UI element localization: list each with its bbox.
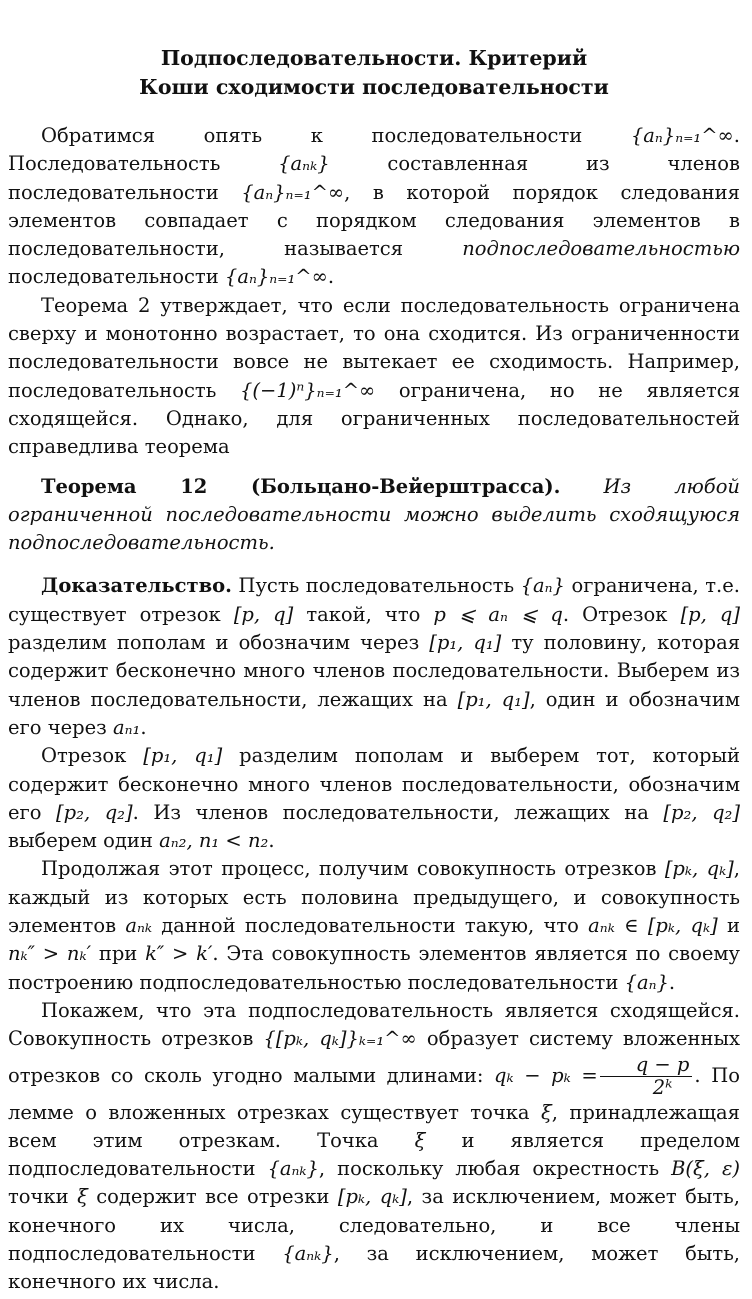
- math-ank: {aₙₖ}: [278, 152, 330, 176]
- section-title: [8, 44, 740, 102]
- math-seq: {aₙ}ₙ₌₁^∞: [224, 265, 328, 289]
- paragraph-subsequence-definition: Обратимся опять к последовательности {aₙ}ₙ₌₁^∞. Последовательность {aₙₖ} составленная из членов последовательности {aₙ}ₙ₌₁^∞, в которой порядок следования элементов совпадает с порядком следования элементов в последовательности, называется подпоследовательностью последовательности {aₙ}ₙ₌₁^∞.: [8, 124, 740, 289]
- math-neg1-seq: {(−1)ⁿ}ₙ₌₁^∞: [240, 378, 376, 402]
- proof-label: Доказательство.: [41, 574, 232, 598]
- theorem-label: Теорема 12 (Больцано-Вейерштрасса).: [41, 474, 561, 498]
- title-line-1: Подпоследовательности. Критерий: [160, 46, 588, 70]
- math-seq: {aₙ}ₙ₌₁^∞: [630, 124, 734, 147]
- math-seq: {aₙ}ₙ₌₁^∞: [241, 180, 345, 204]
- proof-paragraph: Доказательство. Пусть последовательность {aₙ} ограничена, т.е. существует отрезок [p, q] такой, что p ⩽ aₙ ⩽ q. Отрезок [p, q] разделим пополам и обозначим через [p₁, q₁] ту половину, которая содержит бесконечно много членов последовательности. Выберем из членов последовательности, лежащих на [p₁, q₁], один и обозначим его через aₙ₁.: [8, 574, 741, 739]
- paragraph-theorem2-remark: Теорема 2 утверждает, что если последовательность ограничена сверху и монотонно возрастает, то она сходится. Из ограниченности последовательности вовсе не вытекает ее сходимость. Например, последовательность {(−1)ⁿ}ₙ₌₁^∞ ограничена, но не является сходящейся. Однако, для ограниченных последовательностей справедлива теорема: [8, 293, 741, 459]
- title-line-2: Коши сходимости последовательности: [139, 75, 609, 99]
- term-subsequence: подпоследовательностью: [462, 237, 740, 261]
- theorem-statement: Из любой ограниченной последовательности можно выделить сходящуюся подпоследовательность.: [8, 474, 740, 555]
- theorem-12: [8, 473, 740, 558]
- fraction: $\frac{q - p}{\text{2ᵏ}}$: [600, 1054, 693, 1099]
- proof-step-3: Продолжая этот процесс, получим совокупность отрезков [pₖ, qₖ], каждый из которых есть половина предыдущего, и совокупность элементов aₙₖ данной последовательности такую, что aₙₖ ∈ [pₖ, qₖ] и nₖ″ > nₖ′ при k″ > k′. Эта совокупность элементов является по своему построению подпоследовательностью последовательности {aₙ}.: [8, 857, 740, 994]
- proof-step-2: Отрезок [p₁, q₁] разделим пополам и выберем тот, который содержит бесконечно много членов последовательности, обозначим его [p₂, q₂]. Из членов последовательности, лежащих на [p₂, q₂] выберем один aₙ₂, n₁ < n₂.: [8, 744, 741, 853]
- proof-step-4: Покажем, что эта подпоследовательность является сходящейся. Совокупность отрезков {[pₖ, qₖ]}ₖ₌₁^∞ образует систему вложенных отрезков со сколь угодно малыми длинами: qₖ − pₖ = $\frac{q - p}{\text{2ᵏ}}$ . По лемме о вложенных отрезках существует точка ξ, принадлежащая всем этим отрезкам. Точка ξ и является пределом подпоследовательности {aₙₖ}, поскольку любая окрестность B(ξ, ε) точки ξ содержит все отрезки [pₖ, qₖ], за исключением, может быть, конечного их числа, следовательно, и все члены подпоследовательности {aₙₖ}, за исключением, может быть, конечного их числа.: [8, 998, 741, 1294]
